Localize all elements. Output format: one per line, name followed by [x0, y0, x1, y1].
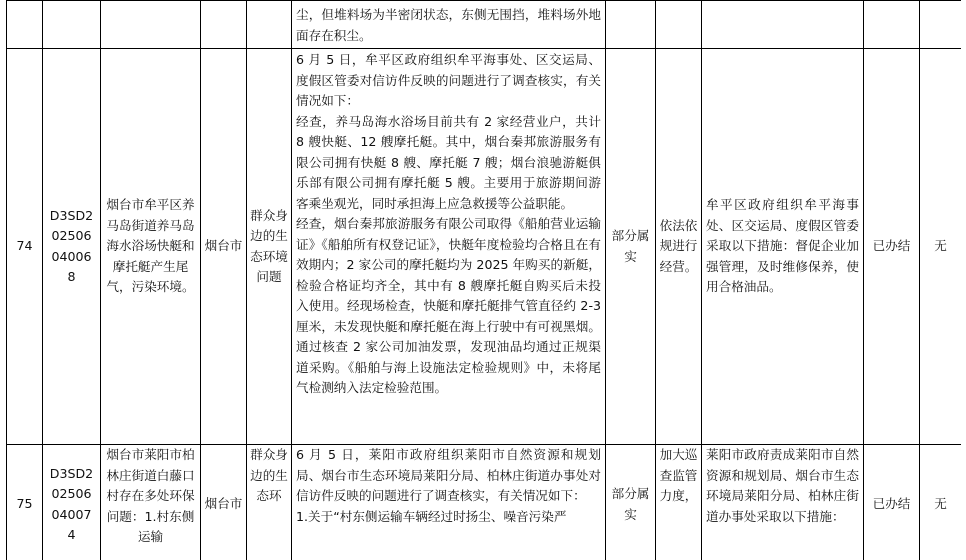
city: 烟台市: [201, 445, 247, 560]
issue-type: 群众身边的生态环: [247, 445, 292, 560]
content-paragraph: 6 月 5 日，莱阳市政府组织莱阳市自然资源和规划局、烟台市生态环境局莱阳分局、柏林庄街道办事处对信访件反映的问题进行了调查核实，有关情况如下：: [296, 447, 601, 503]
status: 已办结: [864, 445, 920, 560]
issue-type: 群众身边的生态环境问题: [247, 49, 292, 445]
cell-status: [864, 1, 920, 49]
table-row: [7, 1, 962, 49]
table-row: [7, 445, 962, 560]
rectification: 莱阳市政府责成莱阳市自然资源和规划局、烟台市生态环境局莱阳分局、柏林庄街道办事处采取以下措施：: [702, 445, 864, 560]
cell-issue: [101, 1, 201, 49]
complaint-table: [6, 0, 961, 560]
cell-city: [201, 1, 247, 49]
handling-measure: 依法依规进行经营。: [656, 49, 702, 445]
accountability: 无: [920, 445, 962, 560]
row-number: 75: [7, 445, 43, 560]
cell-type: [247, 1, 292, 49]
accountability: 无: [920, 49, 962, 445]
cell-no: [7, 1, 43, 49]
content-paragraph: 1.关于“村东侧运输车辆经过时扬尘、噪音污染严: [296, 508, 567, 524]
content-paragraph: 经查，养马岛海水浴场目前共有 2 家经营业户，共计 8 艘快艇、12 艘摩托艇。其中，烟台秦邦旅游服务有限公司拥有快艇 8 艘、摩托艇 7 艘；烟台浪驰游艇俱乐部有限公司拥有摩托艇 5 艘。主要用于旅游期间游客乘坐观光，同时承担海上应急救援等公益职能。: [296, 113, 601, 211]
content-paragraph: 6 月 5 日，牟平区政府组织牟平海事处、区交运局、度假区管委对信访件反映的问题进行了调查核实，有关情况如下：: [296, 52, 601, 108]
cell-verdict: [606, 1, 656, 49]
issue-description: 烟台市莱阳市柏林庄街道白藤口村存在多处环保问题：1.村东侧运输: [101, 445, 201, 560]
issue-description: 烟台市牟平区养马岛街道养马岛海水浴场快艇和摩托艇产生尾气，污染环境。: [101, 49, 201, 445]
content-paragraph: 尘，但堆料场为半密闭状态，东侧无围挡，堆料场外地面存在积尘。: [296, 7, 601, 43]
case-code: D3SD2 02506 04007 4: [43, 445, 101, 560]
row-number: 74: [7, 49, 43, 445]
cell-measure: [656, 1, 702, 49]
city: 烟台市: [201, 49, 247, 445]
verdict: 部分属实: [606, 49, 656, 445]
case-code: D3SD2 02506 04006 8: [43, 49, 101, 445]
status: 已办结: [864, 49, 920, 445]
cell-rectify: [702, 1, 864, 49]
investigation-content: [292, 445, 606, 560]
cell-code: [43, 1, 101, 49]
cell-content: [292, 1, 606, 49]
table-row: [7, 49, 962, 445]
complaint-table-page: [6, 0, 961, 560]
rectification: 牟平区政府组织牟平海事处、区交运局、度假区管委采取以下措施：督促企业加强管理，及时维修保养，使用合格油品。: [702, 49, 864, 445]
investigation-content: [292, 49, 606, 445]
cell-accountability: [920, 1, 962, 49]
handling-measure: 加大巡查监管力度，: [656, 445, 702, 560]
verdict: 部分属实: [606, 445, 656, 560]
content-paragraph: 经查，烟台秦邦旅游服务有限公司取得《船舶营业运输证》《船舶所有权登记证》，快艇年度检验均合格且在有效期内；2 家公司的摩托艇均为 2025 年购买的新艇，检验合格证均齐全，其中有 8 艘摩托艇自购买后未投入使用。经现场检查，快艇和摩托艇排气管直径约 2-3 厘米，未发现快艇和摩托艇在海上行驶中有可视黑烟。通过核查 2 家公司加油发票，发现油品均通过正规渠道采购。《船舶与海上设施法定检验规则》中，未将尾气检测纳入法定检验范围。: [296, 216, 601, 395]
